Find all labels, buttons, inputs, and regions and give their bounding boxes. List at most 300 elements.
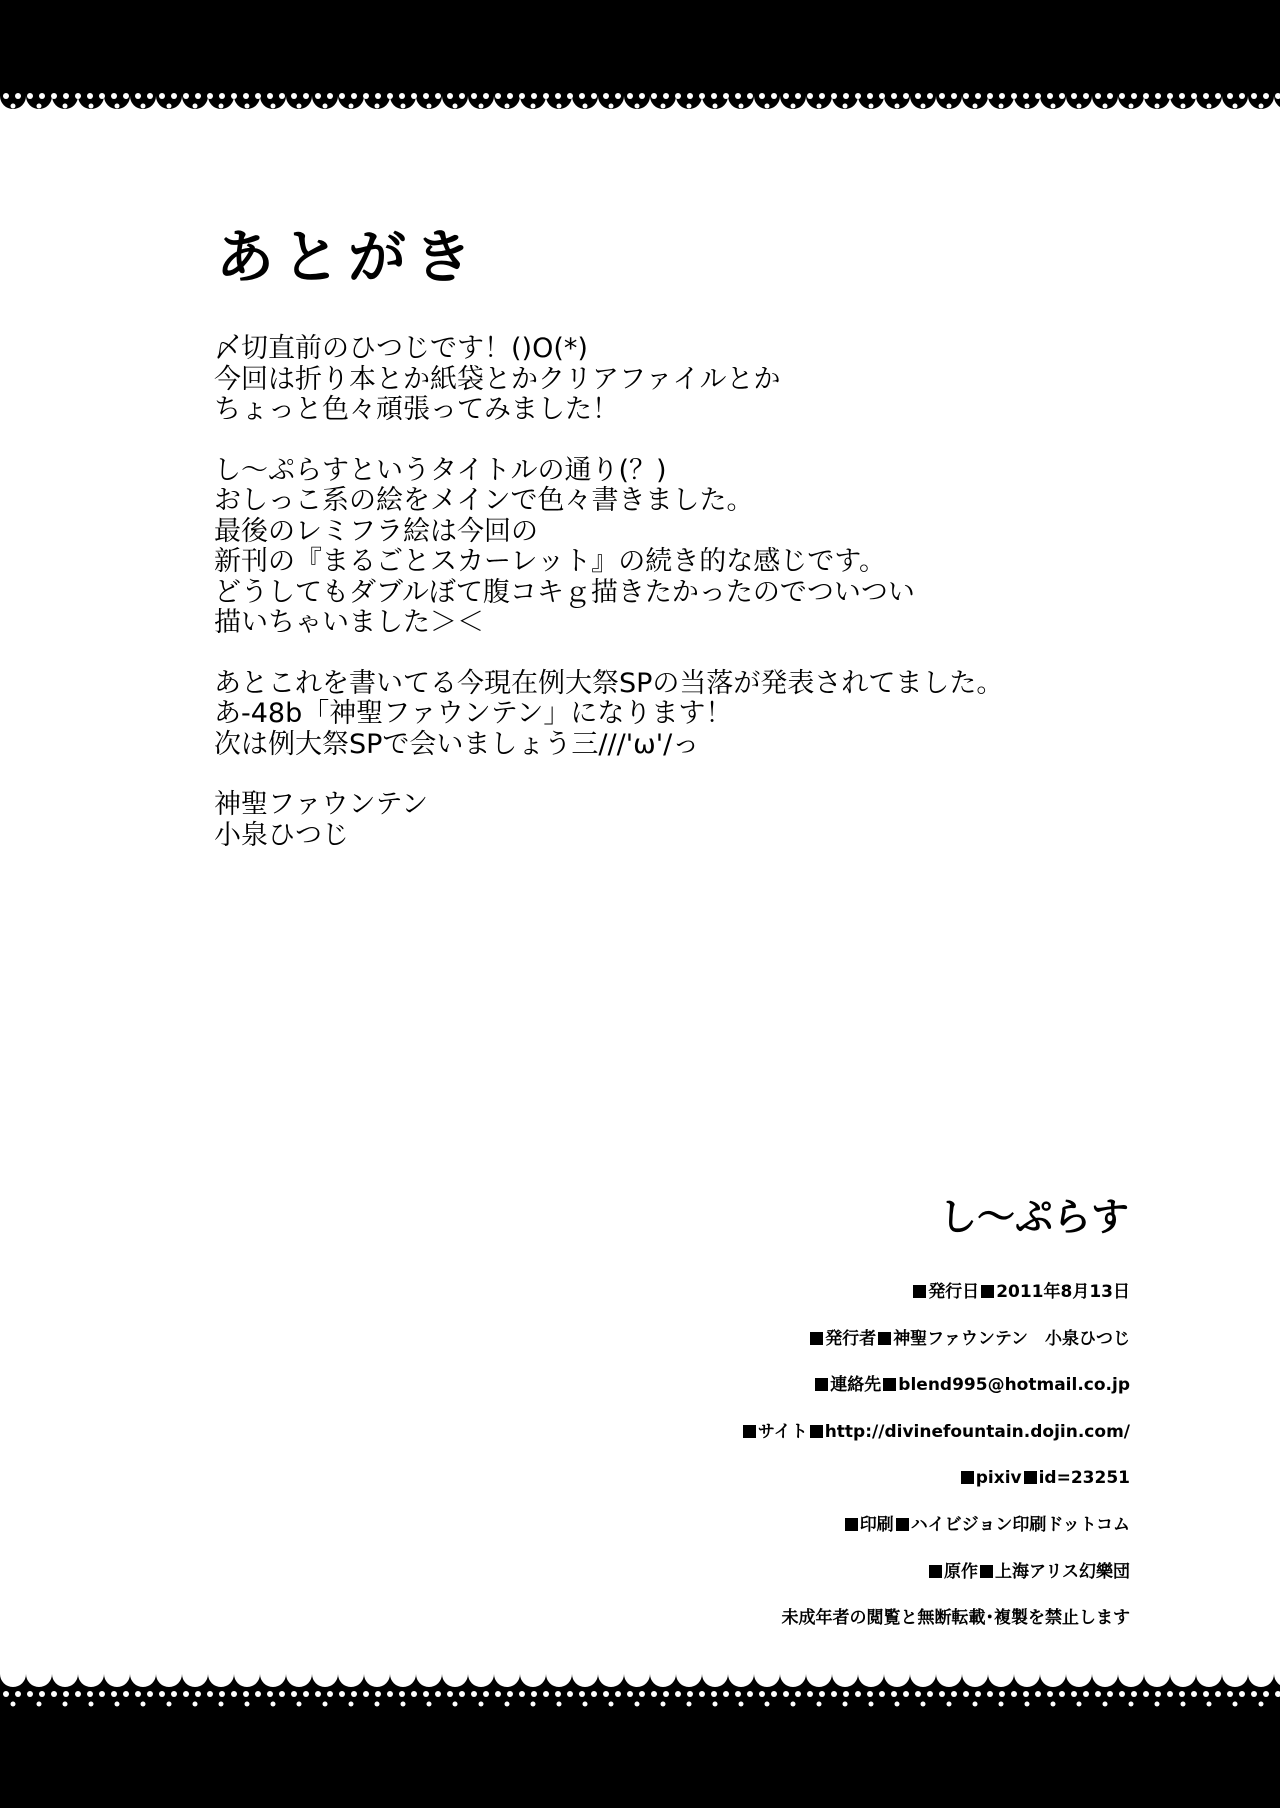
lace-ornament <box>159 1691 165 1697</box>
lace-ornament <box>921 104 926 109</box>
lace-ornament <box>987 93 993 99</box>
lace-ornament <box>411 93 417 99</box>
lace-ornament <box>1191 1691 1197 1697</box>
lace-ornament <box>115 1702 120 1707</box>
body-line: あ-48b「神聖ファウンテン」になります！ <box>214 698 733 729</box>
lace-ornament <box>27 1691 33 1697</box>
lace-ornament <box>1207 104 1212 109</box>
lace-ornament <box>765 1702 770 1707</box>
square-bullet-icon <box>810 1425 823 1438</box>
lace-ornament <box>279 93 285 99</box>
lace-ornament <box>1119 93 1125 99</box>
lace-ornament <box>207 1691 213 1697</box>
lace-ornament <box>973 104 978 109</box>
lace-ornament <box>123 1691 129 1697</box>
lace-ornament <box>243 1691 249 1697</box>
lace-ornament <box>291 1691 297 1697</box>
lace-ornament <box>1129 104 1134 109</box>
lace-ornament <box>1203 1691 1209 1697</box>
lace-ornament <box>988 1661 1014 1687</box>
lace-ornament <box>975 93 981 99</box>
lace-ornament <box>557 1702 562 1707</box>
lace-ornament <box>349 104 354 109</box>
colophon-row-publisher <box>430 1329 1130 1349</box>
lace-ornament <box>399 93 405 99</box>
lace-ornament <box>1011 93 1017 99</box>
lace-ornament <box>951 1691 957 1697</box>
lace-ornament <box>89 1702 94 1707</box>
lace-ornament <box>687 1691 693 1697</box>
lace-ornament <box>375 1691 381 1697</box>
lace-ornament <box>423 1691 429 1697</box>
lace-ornament <box>975 1691 981 1697</box>
lace-ornament <box>427 1702 432 1707</box>
lace-ornament <box>791 104 796 109</box>
lace-ornament <box>651 93 657 99</box>
lace-ornament <box>1179 93 1185 99</box>
lace-ornament <box>141 104 146 109</box>
lace-ornament <box>519 1691 525 1697</box>
lace-ornament <box>495 93 501 99</box>
square-bullet-icon <box>913 1285 926 1298</box>
lace-ornament <box>639 93 645 99</box>
square-bullet-icon <box>845 1518 858 1531</box>
lace-ornament <box>1144 1661 1170 1687</box>
body-line: 描いちゃいました＞＜ <box>214 607 484 638</box>
lace-ornament <box>771 1691 777 1697</box>
lace-ornament <box>1107 1691 1113 1697</box>
lace-ornament <box>459 1691 465 1697</box>
lace-ornament <box>624 1661 650 1687</box>
lace-ornament <box>754 1661 780 1687</box>
lace-ornament <box>267 93 273 99</box>
lace-ornament <box>903 1691 909 1697</box>
colophon-value: 上海アリス幻樂団 <box>995 1561 1130 1582</box>
lace-ornament <box>1131 93 1137 99</box>
lace-ornament <box>951 93 957 99</box>
body-line: 最後のレミフラ絵は今回の <box>214 515 538 547</box>
lace-ornament <box>650 1661 676 1687</box>
lace-ornament <box>219 1702 224 1707</box>
lace-ornament <box>747 1691 753 1697</box>
lace-border-top <box>0 0 1280 126</box>
lace-pattern-top <box>0 0 1280 126</box>
square-bullet-icon <box>1024 1471 1037 1484</box>
lace-ornament <box>183 1691 189 1697</box>
lace-ornament <box>627 93 633 99</box>
colophon-value: 神聖ファウンテン 小泉ひつじ <box>893 1328 1130 1349</box>
lace-ornament <box>303 93 309 99</box>
lace-ornament <box>1095 1691 1101 1697</box>
lace-ornament <box>1051 104 1056 109</box>
lace-ornament <box>327 93 333 99</box>
signature-circle: 神聖ファウンテン <box>214 789 429 820</box>
lace-ornament <box>52 1661 78 1687</box>
lace-ornament <box>1071 1691 1077 1697</box>
square-bullet-icon <box>878 1332 891 1345</box>
lace-ornament <box>1143 93 1149 99</box>
lace-ornament <box>639 1691 645 1697</box>
lace-ornament <box>401 104 406 109</box>
lace-ornament <box>855 93 861 99</box>
lace-ornament <box>520 1661 546 1687</box>
lace-ornament <box>1118 1661 1144 1687</box>
lace-ornament <box>1233 1702 1238 1707</box>
lace-ornament <box>1227 93 1233 99</box>
lace-ornament <box>567 93 573 99</box>
lace-ornament <box>915 1691 921 1697</box>
lace-ornament <box>123 93 129 99</box>
lace-ornament <box>111 1691 117 1697</box>
lace-ornament <box>1095 93 1101 99</box>
colophon-row-pixiv <box>430 1468 1130 1488</box>
lace-ornament <box>87 93 93 99</box>
colophon-label: 発行者 <box>825 1328 877 1349</box>
lace-ornament <box>1203 93 1209 99</box>
lace-ornament <box>271 1702 276 1707</box>
square-bullet-icon <box>961 1471 974 1484</box>
lace-ornament <box>867 1691 873 1697</box>
lace-ornament <box>78 1661 104 1687</box>
lace-ornament <box>505 1702 510 1707</box>
lace-ornament <box>651 1691 657 1697</box>
lace-ornament <box>555 93 561 99</box>
lace-ornament <box>243 93 249 99</box>
lace-ornament <box>817 1702 822 1707</box>
lace-ornament <box>915 93 921 99</box>
lace-ornament <box>75 1691 81 1697</box>
lace-ornament <box>939 93 945 99</box>
lace-ornament <box>795 1691 801 1697</box>
lace-ornament <box>687 104 692 109</box>
colophon-value: id=23251 <box>1038 1468 1130 1489</box>
paragraph-gap <box>214 760 1114 790</box>
lace-ornament <box>479 104 484 109</box>
lace-ornament <box>375 93 381 99</box>
lace-ornament <box>1083 1691 1089 1697</box>
lace-ornament <box>279 1691 285 1697</box>
lace-ornament <box>1059 93 1065 99</box>
lace-ornament <box>635 1702 640 1707</box>
lace-ornament <box>416 1661 442 1687</box>
lace-ornament <box>435 1691 441 1697</box>
lace-ornament <box>115 104 120 109</box>
colophon-label: 連絡先 <box>830 1375 882 1396</box>
lace-ornament <box>855 1691 861 1697</box>
lace-ornament <box>37 1702 42 1707</box>
lace-ornament <box>603 93 609 99</box>
lace-ornament <box>999 1691 1005 1697</box>
lace-ornament <box>1155 1702 1160 1707</box>
lace-ornament <box>615 93 621 99</box>
lace-ornament <box>603 1691 609 1697</box>
lace-ornament <box>555 1691 561 1697</box>
lace-ornament <box>193 104 198 109</box>
lace-ornament <box>1129 1702 1134 1707</box>
lace-ornament <box>891 1691 897 1697</box>
lace-ornament <box>3 93 9 99</box>
lace-ornament <box>195 1691 201 1697</box>
lace-ornament <box>51 93 57 99</box>
lace-ornament <box>579 1691 585 1697</box>
book-logo: し～ぷらす <box>938 1195 1129 1239</box>
lace-ornament <box>1011 1691 1017 1697</box>
lace-ornament <box>947 104 952 109</box>
lace-ornament <box>208 1661 234 1687</box>
lace-ornament <box>843 1691 849 1697</box>
lace-ornament <box>1239 1691 1245 1697</box>
lace-ornament <box>1143 1691 1149 1697</box>
lace-ornament <box>739 1702 744 1707</box>
lace-ornament <box>627 1691 633 1697</box>
lace-ornament <box>687 93 693 99</box>
lace-ornament <box>947 1702 952 1707</box>
lace-ornament <box>207 93 213 99</box>
lace-ornament <box>1263 1691 1269 1697</box>
lace-ornament <box>447 93 453 99</box>
lace-ornament <box>598 1661 624 1687</box>
lace-ornament <box>401 1702 406 1707</box>
lace-ornament <box>63 104 68 109</box>
colophon-value: http://divinefountain.dojin.com/ <box>824 1421 1130 1442</box>
lace-ornament <box>1023 93 1029 99</box>
lace-ornament <box>1071 93 1077 99</box>
lace-ornament <box>1103 1702 1108 1707</box>
lace-ornament <box>1222 1661 1248 1687</box>
lace-ornament <box>1181 104 1186 109</box>
lace-ornament <box>1167 93 1173 99</box>
body-line: し～ぷらすというタイトルの通り(？) <box>214 454 667 486</box>
lace-ornament <box>1035 93 1041 99</box>
lace-ornament <box>759 1691 765 1697</box>
lace-ornament <box>15 93 21 99</box>
lace-ornament <box>338 1661 364 1687</box>
lace-ornament <box>219 104 224 109</box>
lace-ornament <box>387 1691 393 1697</box>
lace-ornament <box>234 1661 260 1687</box>
signature-author: 小泉ひつじ <box>214 819 349 851</box>
body-line: ちょっと色々頑張ってみました！ <box>214 394 619 425</box>
lace-ornament <box>1179 1691 1185 1697</box>
lace-ornament <box>1040 1661 1066 1687</box>
lace-ornament <box>831 1691 837 1697</box>
lace-ornament <box>543 1691 549 1697</box>
lace-ornament <box>869 1702 874 1707</box>
square-bullet-icon <box>981 1285 994 1298</box>
lace-ornament <box>1215 1691 1221 1697</box>
lace-ornament <box>531 1691 537 1697</box>
lace-ornament <box>312 1661 338 1687</box>
lace-ornament <box>231 93 237 99</box>
lace-ornament <box>819 93 825 99</box>
square-bullet-icon <box>815 1378 828 1391</box>
lace-ornament <box>291 93 297 99</box>
lace-ornament <box>1155 104 1160 109</box>
lace-ornament <box>543 93 549 99</box>
lace-ornament <box>1155 93 1161 99</box>
lace-ornament <box>1131 1691 1137 1697</box>
square-bullet-icon <box>980 1565 993 1578</box>
lace-ornament <box>1251 1691 1257 1697</box>
lace-ornament <box>867 93 873 99</box>
lace-ornament <box>609 1702 614 1707</box>
lace-ornament <box>609 104 614 109</box>
lace-ornament <box>1155 1691 1161 1697</box>
body-line: どうしてもダブルぼて腹コキｇ描きたかったのでついつい <box>214 576 915 608</box>
lace-ornament <box>255 1691 261 1697</box>
lace-ornament <box>791 1702 796 1707</box>
lace-ornament <box>99 93 105 99</box>
lace-ornament <box>315 93 321 99</box>
lace-ornament <box>271 104 276 109</box>
lace-ornament <box>11 104 16 109</box>
lace-ornament <box>435 93 441 99</box>
lace-ornament <box>427 104 432 109</box>
lace-ornament <box>39 93 45 99</box>
lace-ornament <box>390 1661 416 1687</box>
lace-ornament <box>63 1702 68 1707</box>
lace-ornament <box>723 1691 729 1697</box>
lace-ornament <box>1051 1702 1056 1707</box>
lace-ornament <box>1207 1702 1212 1707</box>
body-line: 今回は折り本とか紙袋とかクリアファイルとか <box>214 363 781 395</box>
lace-ornament <box>1181 1702 1186 1707</box>
lace-ornament <box>147 93 153 99</box>
lace-ornament <box>817 104 822 109</box>
lace-ornament <box>973 1702 978 1707</box>
lace-ornament <box>675 93 681 99</box>
lace-ornament <box>156 1661 182 1687</box>
lace-ornament <box>567 1691 573 1697</box>
lace-ornament <box>927 1691 933 1697</box>
lace-ornament <box>399 1691 405 1697</box>
lace-border-bottom <box>0 1660 1280 1808</box>
lace-ornament <box>453 1702 458 1707</box>
lace-ornament <box>591 1691 597 1697</box>
colophon-label: 印刷 <box>859 1514 894 1535</box>
lace-ornament <box>807 93 813 99</box>
lace-ornament <box>939 1691 945 1697</box>
lace-ornament <box>483 93 489 99</box>
square-bullet-icon <box>929 1565 942 1578</box>
lace-ornament <box>286 1661 312 1687</box>
lace-ornament <box>505 104 510 109</box>
lace-ornament <box>531 1702 536 1707</box>
lace-ornament <box>297 1702 302 1707</box>
lace-ornament <box>349 1702 354 1707</box>
lace-ornament <box>927 93 933 99</box>
lace-ornament <box>1059 1691 1065 1697</box>
lace-ornament <box>1263 93 1269 99</box>
lace-ornament <box>831 93 837 99</box>
lace-ornament <box>1014 1661 1040 1687</box>
lace-ornament <box>351 1691 357 1697</box>
body-line: おしっこ系の絵をメインで色々書きました。 <box>214 485 754 516</box>
lace-ornament <box>807 1691 813 1697</box>
lace-ornament <box>1023 1691 1029 1697</box>
lace-ornament <box>245 104 250 109</box>
paragraph-gap <box>214 426 1114 456</box>
lace-ornament <box>147 1691 153 1697</box>
lace-ornament <box>739 104 744 109</box>
lace-ornament <box>39 1691 45 1697</box>
lace-ornament <box>339 1691 345 1697</box>
lace-ornament <box>795 93 801 99</box>
lace-ornament <box>27 93 33 99</box>
colophon-label: サイト <box>757 1421 808 1442</box>
afterword-body <box>214 334 1114 851</box>
lace-ornament <box>375 1702 380 1707</box>
lace-ornament <box>583 1702 588 1707</box>
lace-ornament <box>676 1661 702 1687</box>
colophon-value: blend995@hotmail.co.jp <box>898 1375 1130 1396</box>
lace-ornament <box>267 1691 273 1697</box>
lace-ornament <box>364 1661 390 1687</box>
lace-ornament <box>583 104 588 109</box>
page-title: あとがき <box>216 223 481 291</box>
lace-ornament <box>615 1691 621 1697</box>
lace-ornament <box>363 1691 369 1697</box>
lace-ornament <box>999 104 1004 109</box>
lace-ornament <box>171 1691 177 1697</box>
lace-ornament <box>167 1702 172 1707</box>
lace-ornament <box>702 1661 728 1687</box>
lace-ornament <box>735 1691 741 1697</box>
lace-ornament <box>442 1661 468 1687</box>
lace-ornament <box>936 1661 962 1687</box>
lace-ornament <box>891 93 897 99</box>
lace-ornament <box>895 104 900 109</box>
lace-ornament <box>15 1691 21 1697</box>
lace-ornament <box>167 104 172 109</box>
lace-ornament <box>1047 93 1053 99</box>
lace-ornament <box>806 1661 832 1687</box>
lace-ornament <box>104 1661 130 1687</box>
lace-ornament <box>453 104 458 109</box>
lace-ornament <box>375 104 380 109</box>
lace-ornament <box>699 93 705 99</box>
lace-ornament <box>494 1661 520 1687</box>
lace-ornament <box>141 1702 146 1707</box>
lace-ornament <box>1239 93 1245 99</box>
lace-ornament <box>495 1691 501 1697</box>
lace-ornament <box>999 1702 1004 1707</box>
lace-ornament <box>1251 93 1257 99</box>
lace-ornament <box>713 1702 718 1707</box>
lace-ornament <box>1025 1702 1030 1707</box>
lace-ornament <box>1167 1691 1173 1697</box>
copyright-notice: 未成年者の閲覧と無断転載･複製を禁止します <box>781 1608 1130 1629</box>
lace-ornament <box>572 1661 598 1687</box>
colophon-label: pixiv <box>975 1468 1022 1489</box>
lace-ornament <box>728 1661 754 1687</box>
lace-ornament <box>661 1702 666 1707</box>
lace-ornament <box>1196 1661 1222 1687</box>
lace-ornament <box>87 1691 93 1697</box>
lace-ornament <box>663 1691 669 1697</box>
lace-ornament <box>507 1691 513 1697</box>
lace-ornament <box>546 1661 572 1687</box>
lace-ornament <box>1047 1691 1053 1697</box>
lace-ornament <box>195 93 201 99</box>
lace-ornament <box>1233 104 1238 109</box>
lace-ornament <box>832 1661 858 1687</box>
lace-ornament <box>759 93 765 99</box>
lace-ornament <box>459 93 465 99</box>
lace-ornament <box>507 93 513 99</box>
lace-ornament <box>687 1702 692 1707</box>
body-line: 〆切直前のひつじです！()O(*) <box>214 333 588 364</box>
